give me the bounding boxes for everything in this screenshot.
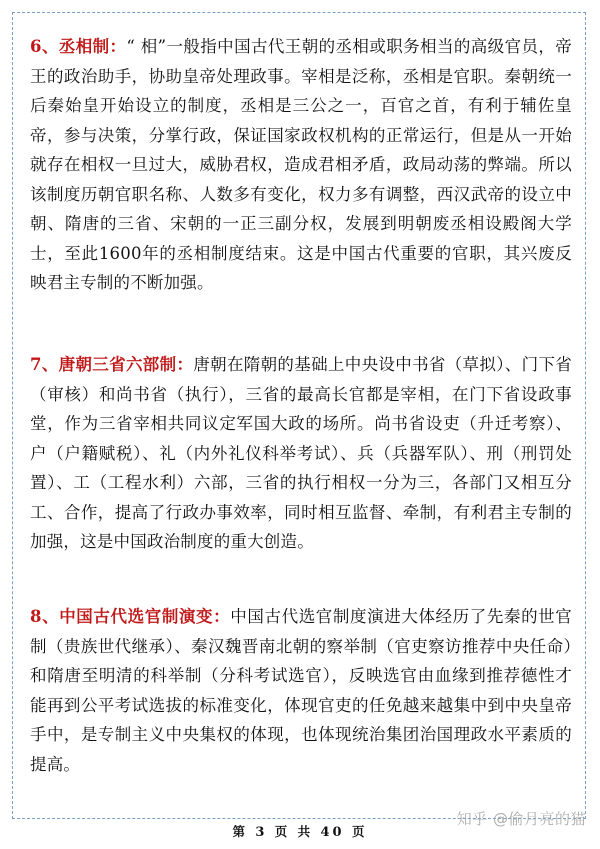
section-7 (30, 350, 572, 557)
section-7-body: 唐朝在隋朝的基础上中央设中书省（草拟）、门下省（审核）和尚书省（执行），三省的最高长官都是宰相，在门下省设政事堂，作为三省宰相共同议定军国大政的场所。尚书省设吏（升迁考察）、户（户籍赋税）、礼（内外礼仪科举考试）、兵（兵器军队）、刑（刑罚处置）、工（工程水利）六部，三省的执行相权一分为三，各部门又相互分工、合作，提高了行政办事效率，同时相互监督、牵制，有利君主专制的加强，这是中国政治制度的重大创造。 (30, 355, 572, 551)
section-6-heading: 6、丞相制： (30, 37, 127, 56)
section-6-body: “ 相”一般指中国古代王朝的丞相或职务相当的高级官员，帝王的政治助手，协助皇帝处理政事。宰相是泛称，丞相是官职。秦朝统一后秦始皇开始设立的制度，丞相是三公之一，百官之首，有利于辅佐皇帝，参与决策，分掌行政，保证国家政权机构的正常运行，但是从一开始就存在相权一旦过大，威胁君权，造成君相矛盾，政局动荡的弊端。所以该制度历朝官职名称、人数多有变化，权力多有调整，西汉武帝的设立中朝、隋唐的三省、宋朝的一正三副分权，发展到明朝废丞相设殿阁大学士，至此1600年的丞相制度结束。这是中国古代重要的官职，其兴废反映君主专制的不断加强。 (30, 37, 572, 292)
footer-prefix: 第 (232, 824, 249, 839)
watermark: 知乎 @偷月亮的猫 (456, 810, 586, 828)
footer-suffix: 页 (351, 824, 368, 839)
section-8 (30, 602, 572, 779)
section-8-heading: 8、中国古代选官制演变： (30, 607, 231, 626)
section-8-body: 中国古代选官制度演进大体经历了先秦的世官制（贵族世代继承）、秦汉魏晋南北朝的察举制（官吏察访推荐中央任命）和隋唐至明清的科举制（分科考试选官），反映选官由血缘到推荐德性才能再到公平考试选拔的标准变化，体现官吏的任免越来越集中到中央皇帝手中，是专制主义中央集权的体现，也体现统治集团治国理政水平素质的提高。 (30, 607, 572, 774)
footer-middle: 页 共 (274, 824, 314, 839)
section-7-heading: 7、唐朝三省六部制： (30, 355, 194, 374)
page-footer (0, 822, 600, 840)
current-page-number: 3 (255, 825, 268, 840)
section-6 (30, 32, 572, 298)
total-pages-number: 40 (320, 825, 345, 840)
